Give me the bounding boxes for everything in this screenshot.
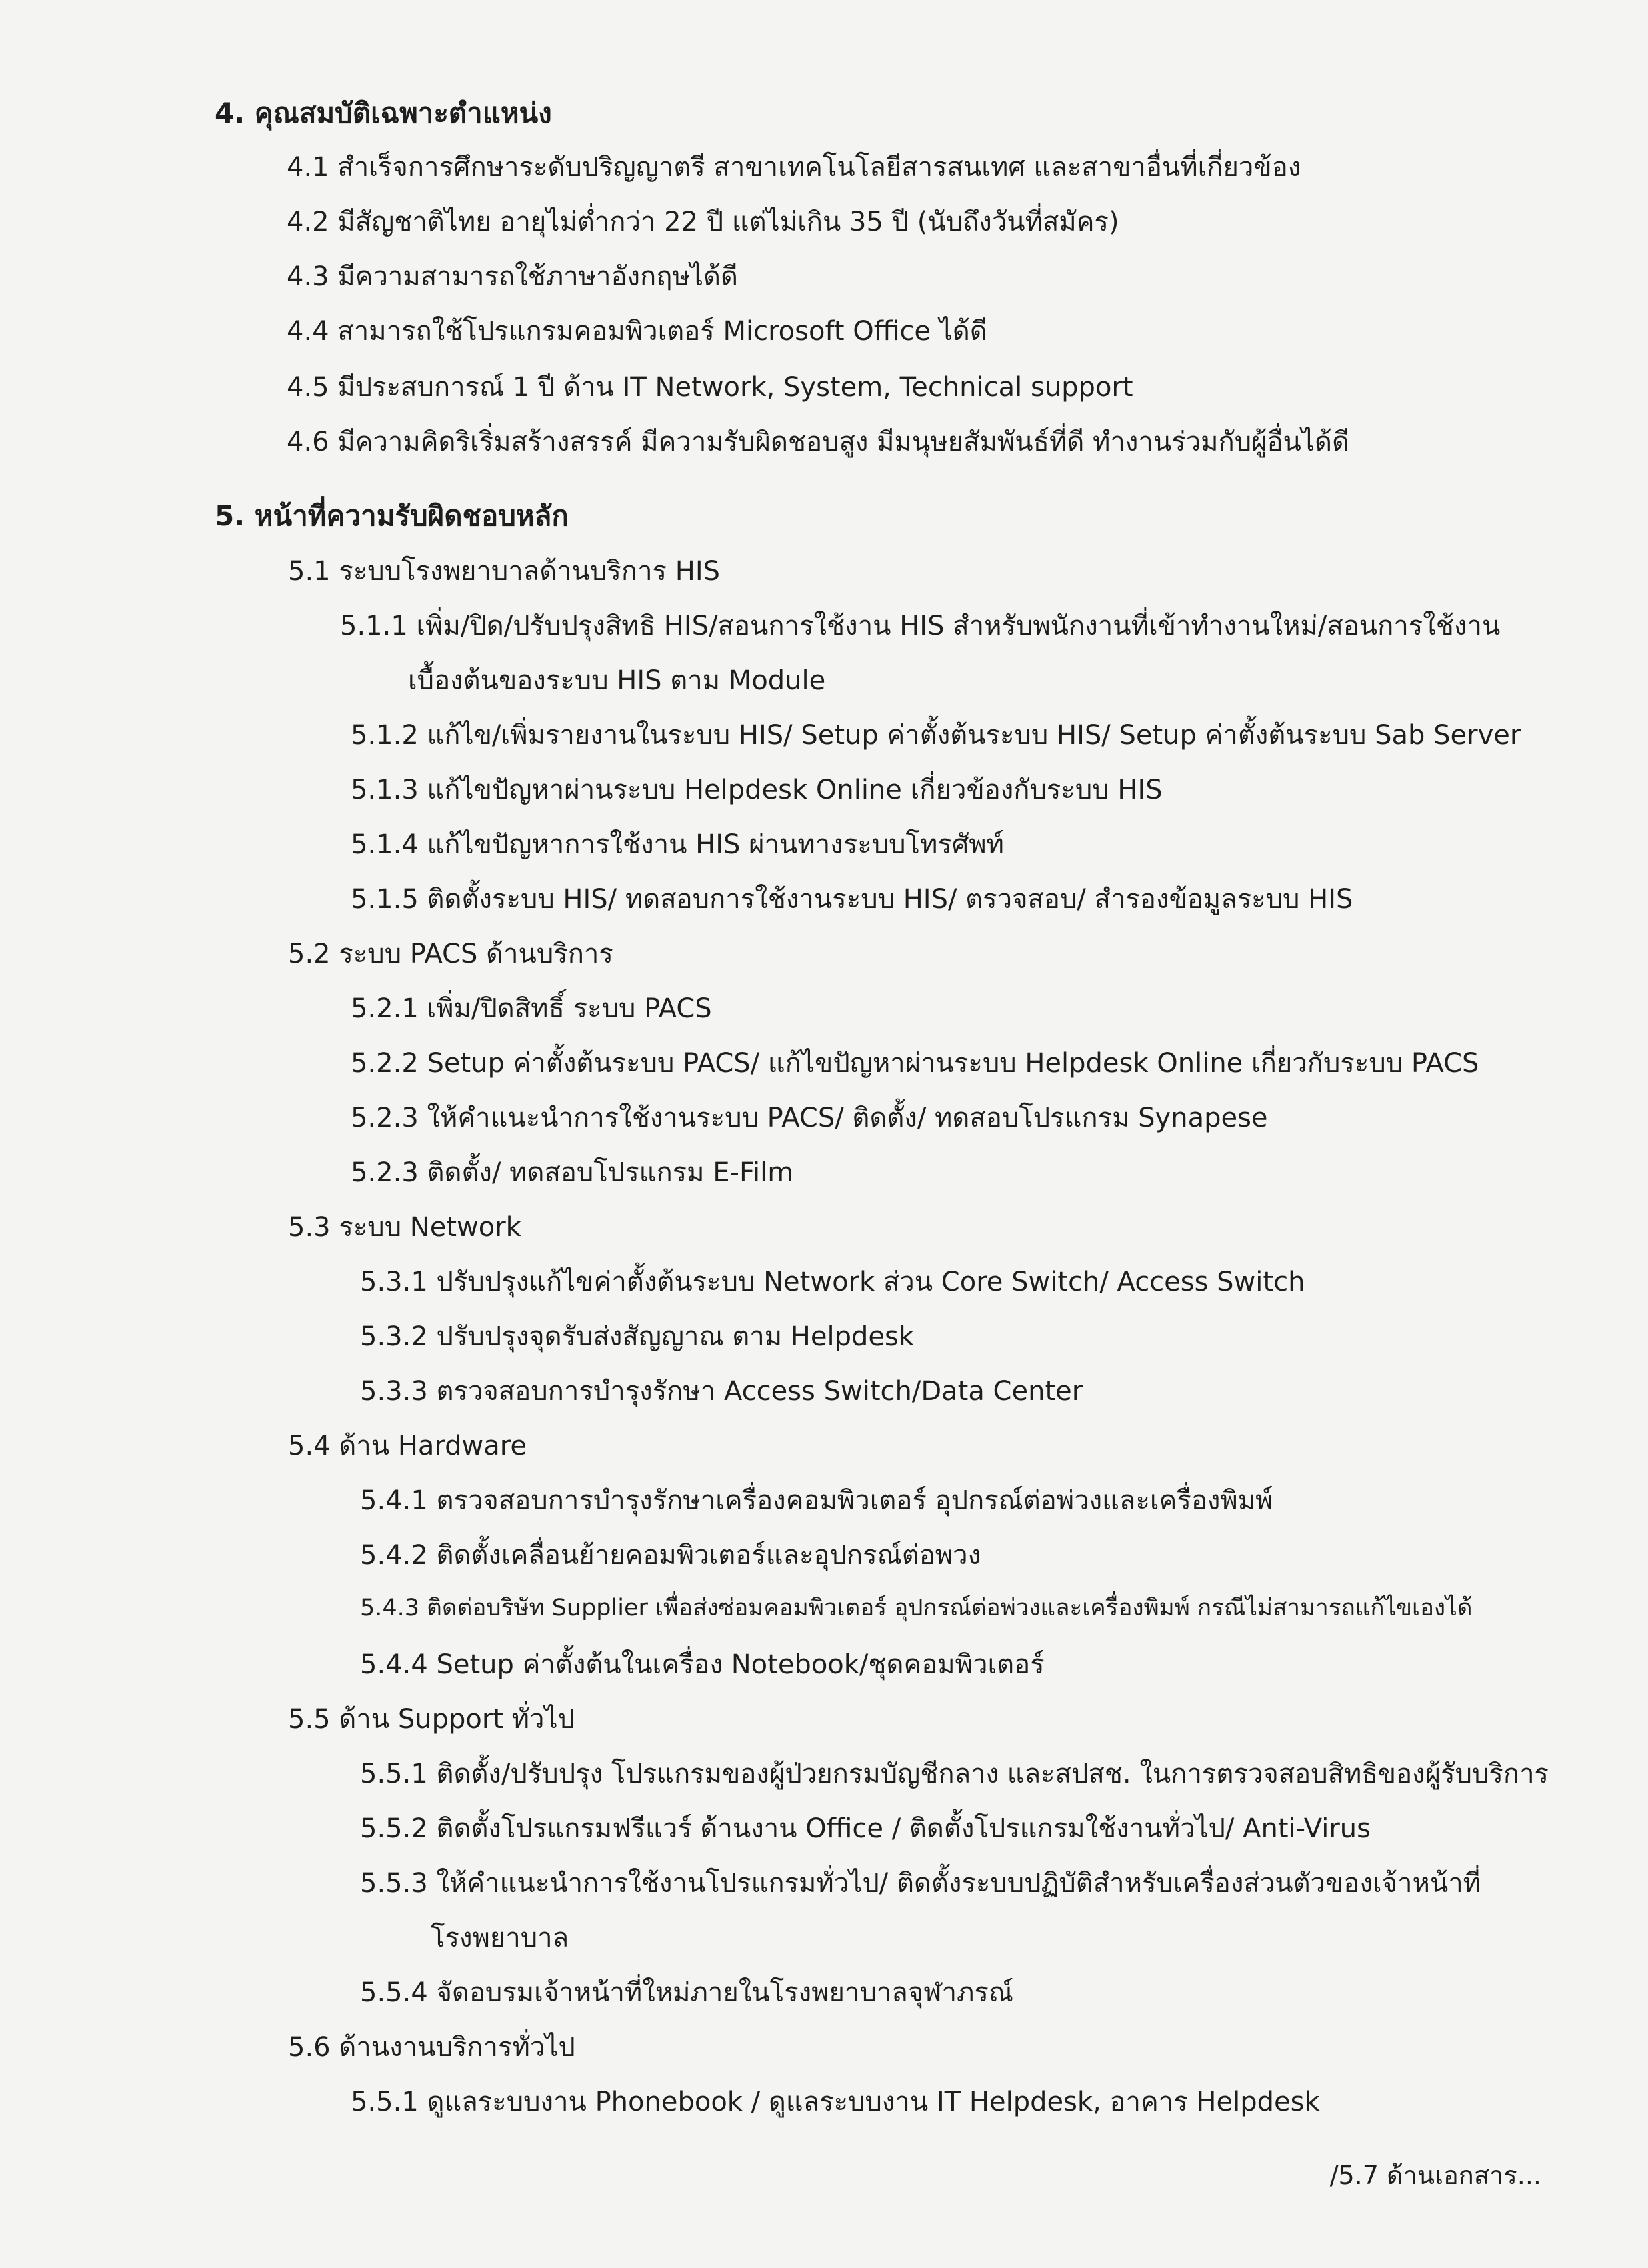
list-item: 5.4.2 ติดตั้งเคลื่อนย้ายคอมพิวเตอร์และอุปกรณ์ต่อพวง xyxy=(360,1540,981,1571)
list-item: 5.1.4 แก้ไขปัญหาการใช้งาน HIS ผ่านทางระบบโทรศัพท์ xyxy=(351,829,1004,860)
list-item: 5.2.2 Setup ค่าตั้งต้นระบบ PACS/ แก้ไขปัญหาผ่านระบบ Helpdesk Online เกี่ยวกับระบบ PACS xyxy=(351,1048,1479,1079)
subsection-title: 5.2 ระบบ PACS ด้านบริการ xyxy=(288,939,613,969)
list-item: 5.4.3 ติดต่อบริษัท Supplier เพื่อส่งซ่อมคอมพิวเตอร์ อุปกรณ์ต่อพ่วงและเครื่องพิมพ์ กรณีไม่สามารถแก้ไขเองได้ xyxy=(360,1595,1473,1621)
list-item: 4.2 มีสัญชาติไทย อายุไม่ต่ำกว่า 22 ปี แต่ไม่เกิน 35 ปี (นับถึงวันที่สมัคร) xyxy=(287,207,1119,237)
list-item: 4.3 มีความสามารถใช้ภาษาอังกฤษได้ดี xyxy=(287,261,738,292)
subsection-title: 5.6 ด้านงานบริการทั่วไป xyxy=(288,2032,575,2063)
section-heading: 4. คุณสมบัติเฉพาะตำแหน่ง xyxy=(215,97,552,129)
list-item: 5.5.3 ให้คำแนะนำการใช้งานโปรแกรมทั่วไป/ ติดตั้งระบบปฏิบัติสำหรับเครื่องส่วนตัวของเจ้าหน้าที่ xyxy=(360,1868,1481,1899)
list-item: 5.5.1 ติดตั้ง/ปรับปรุง โปรแกรมของผู้ป่วยกรมบัญชีกลาง และสปสช. ในการตรวจสอบสิทธิของผู้รับบริการ xyxy=(360,1759,1549,1789)
subsection-title: 5.1 ระบบโรงพยาบาลด้านบริการ HIS xyxy=(288,556,721,587)
list-item: 5.1.2 แก้ไข/เพิ่มรายงานในระบบ HIS/ Setup ค่าตั้งต้นระบบ HIS/ Setup ค่าตั้งต้นระบบ Sab Server xyxy=(351,720,1521,751)
list-item: 4.4 สามารถใช้โปรแกรมคอมพิวเตอร์ Microsoft Office ได้ดี xyxy=(287,316,987,347)
continuation-note: /5.7 ด้านเอกสาร... xyxy=(1329,2161,1541,2190)
list-item: 5.4.4 Setup ค่าตั้งต้นในเครื่อง Notebook/ชุดคอมพิวเตอร์ xyxy=(360,1649,1045,1680)
list-item: 5.3.2 ปรับปรุงจุดรับส่งสัญญาณ ตาม Helpdesk xyxy=(360,1321,914,1352)
list-item-continuation: โรงพยาบาล xyxy=(431,1923,569,1953)
subsection-title: 5.3 ระบบ Network xyxy=(288,1212,521,1243)
list-item: 5.5.2 ติดตั้งโปรแกรมฟรีแวร์ ด้านงาน Office / ติดตั้งโปรแกรมใช้งานทั่วไป/ Anti-Virus xyxy=(360,1813,1371,1844)
list-item: 5.1.1 เพิ่ม/ปิด/ปรับปรุงสิทธิ HIS/สอนการใช้งาน HIS สำหรับพนักงานที่เข้าทำงานใหม่/สอนการใช้งาน xyxy=(340,611,1501,641)
list-item-continuation: เบื้องต้นของระบบ HIS ตาม Module xyxy=(408,665,826,696)
list-item: 5.2.3 ให้คำแนะนำการใช้งานระบบ PACS/ ติดตั้ง/ ทดสอบโปรแกรม Synapese xyxy=(351,1103,1268,1133)
list-item: 4.6 มีความคิดริเริ่มสร้างสรรค์ มีความรับผิดชอบสูง มีมนุษยสัมพันธ์ที่ดี ทำงานร่วมกับผู้อื่นได้ดี xyxy=(287,427,1349,457)
subsection-title: 5.5 ด้าน Support ทั่วไป xyxy=(288,1704,575,1735)
subsection-title: 5.4 ด้าน Hardware xyxy=(288,1431,527,1461)
list-item: 5.1.5 ติดตั้งระบบ HIS/ ทดสอบการใช้งานระบบ HIS/ ตรวจสอบ/ สำรองข้อมูลระบบ HIS xyxy=(351,884,1353,915)
section-heading: 5. หน้าที่ความรับผิดชอบหลัก xyxy=(215,499,569,532)
list-item: 5.1.3 แก้ไขปัญหาผ่านระบบ Helpdesk Online เกี่ยวข้องกับระบบ HIS xyxy=(351,775,1163,805)
list-item: 5.5.1 ดูแลระบบงาน Phonebook / ดูแลระบบงาน IT Helpdesk, อาคาร Helpdesk xyxy=(351,2087,1320,2117)
list-item: 5.3.3 ตรวจสอบการบำรุงรักษา Access Switch/Data Center xyxy=(360,1376,1083,1407)
list-item: 5.2.1 เพิ่ม/ปิดสิทธิ์ ระบบ PACS xyxy=(351,993,712,1024)
list-item: 5.4.1 ตรวจสอบการบำรุงรักษาเครื่องคอมพิวเตอร์ อุปกรณ์ต่อพ่วงและเครื่องพิมพ์ xyxy=(360,1485,1273,1516)
list-item: 5.2.3 ติดตั้ง/ ทดสอบโปรแกรม E-Film xyxy=(351,1157,794,1188)
list-item: 5.5.4 จัดอบรมเจ้าหน้าที่ใหม่ภายในโรงพยาบาลจุฬาภรณ์ xyxy=(360,1977,1014,2008)
list-item: 5.3.1 ปรับปรุงแก้ไขค่าตั้งต้นระบบ Network ส่วน Core Switch/ Access Switch xyxy=(360,1267,1305,1297)
list-item: 4.1 สำเร็จการศึกษาระดับปริญญาตรี สาขาเทคโนโลยีสารสนเทศ และสาขาอื่นที่เกี่ยวข้อง xyxy=(287,152,1301,183)
list-item: 4.5 มีประสบการณ์ 1 ปี ด้าน IT Network, System, Technical support xyxy=(287,372,1133,403)
